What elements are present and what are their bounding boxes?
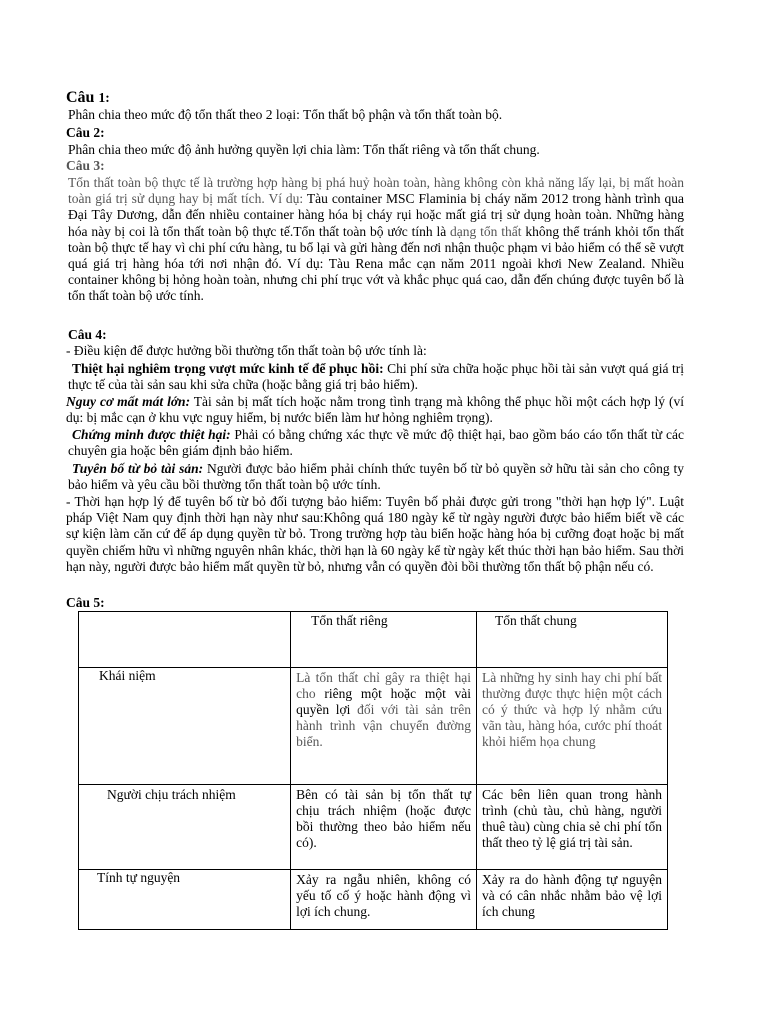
condition-4-title: Tuyên bố từ bỏ tài sản: <box>72 461 204 476</box>
cell-text-part: đối với tài sản trên hành trình vận chuyển đường biển. <box>296 702 472 749</box>
row-label-cell <box>79 870 291 930</box>
table-header-empty <box>79 612 291 668</box>
question-1-colon: : <box>105 90 110 105</box>
question-1-answer: Phân chia theo mức độ tổn thất theo 2 loại: Tổn thất bộ phận và tổn thất toàn bộ. <box>68 107 503 122</box>
question-4-heading: Câu 4: <box>68 327 107 342</box>
table-row <box>79 668 668 785</box>
table-header-rieng <box>291 612 477 668</box>
cell-text-part: Là tổn thất chỉ gây ra thiệt hại cho <box>296 670 472 701</box>
condition-2-title: Nguy cơ mất mát lớn: <box>66 394 191 409</box>
question-3-example-text: Tàu container MSC Flaminia bị cháy năm 2012 trong hành trình qua Đại Tây Dương, dẫn đến nhiều container hàng hóa bị cháy rụi hoặc mất giá trị sử dụng hoàn toàn. Những hàng hóa này bị coi là tổn thất toàn bộ thực tế.Tổn thất toàn bộ ước tính là <box>68 191 684 239</box>
row-khai-niem-rieng <box>291 668 477 785</box>
row-tu-nguyen-rieng-text: Xảy ra ngẫu nhiên, không có yếu tố cố ý hoặc hành động vì lợi ích chung. <box>296 872 472 919</box>
question-1-label: Câu <box>66 89 99 106</box>
question-1-heading <box>66 88 110 108</box>
condition-3 <box>68 427 684 459</box>
question-1-number: 1 <box>98 90 106 105</box>
table-row <box>79 785 668 870</box>
row-khai-niem-chung-text: Là những hy sinh hay chi phí bất thường được thực hiện một cách có ý thức và hợp lý nhằm cứu vãn tàu, hàng hóa, cước phí thoát khỏi hiểm họa chung <box>482 670 662 749</box>
row-label-tu-nguyen: Tính tự nguyện <box>97 870 181 885</box>
question-3-definition-text: Tổn thất toàn bộ thực tế là trường hợp hàng bị phá huỷ hoàn toàn, hàng không còn khả năng lấy lại, bị mất hoàn toàn giá trị sử dụng hay bị mất tích. Ví dụ: <box>68 175 684 207</box>
row-tu-nguyen-chung <box>477 870 668 930</box>
row-tu-nguyen-rieng <box>291 870 477 930</box>
question-3-heading: Câu 3: <box>66 158 105 173</box>
question-4-deadline: - Thời hạn hợp lý để tuyên bố từ bỏ đối tượng bảo hiểm: Tuyên bố phải được gửi trong "thời hạn hợp lý". Luật pháp Việt Nam quy định thời hạn này như sau:Không quá 180 ngày kể từ ngày người được bảo hiểm biết về các sự kiện làm căn cứ để áp dụng quyền từ bỏ. Trong trường hợp tàu biển hoặc hàng hóa bị cưỡng đoạt hoặc bị mất quyền chiếm hữu vì những nguyên nhân khác, thời hạn là 60 ngày kể từ ngày kết thúc thời hạn bảo hiểm. Sau thời hạn này, người được bảo hiểm mất quyền từ bỏ, nhưng vẫn có quyền đòi bồi thường tổn thất bộ phận nếu có. <box>66 494 684 574</box>
row-label-cell <box>79 785 291 870</box>
condition-2 <box>66 394 684 426</box>
question-2-heading: Câu 2: <box>66 125 105 140</box>
row-khai-niem-chung <box>477 668 668 785</box>
condition-1-title: Thiệt hại nghiêm trọng vượt mức kinh tế để phục hồi: <box>72 361 384 376</box>
question-3-answer <box>68 175 684 305</box>
comparison-table <box>78 611 668 930</box>
row-trach-nhiem-rieng <box>291 785 477 870</box>
row-trach-nhiem-rieng-text: Bên có tài sản bị tổn thất tự chịu trách nhiệm (hoặc được bồi thường theo bảo hiểm nếu có). <box>296 787 472 850</box>
row-label-nguoi-chiu: Người chịu trách nhiệm <box>107 787 236 802</box>
row-tu-nguyen-chung-text: Xảy ra do hành động tự nguyện và có cân nhắc nhằm bảo vệ lợi ích chung <box>482 872 662 919</box>
row-label-cell <box>79 668 291 785</box>
table-row <box>79 870 668 930</box>
condition-1 <box>68 361 684 393</box>
table-header-chung-text: Tổn thất chung <box>495 613 577 628</box>
question-3-highlight-text: dạng tổn thất <box>446 223 522 239</box>
question-5-heading: Câu 5: <box>66 595 105 610</box>
question-2-answer: Phân chia theo mức độ ảnh hưởng quyền lợi chia làm: Tổn thất riêng và tổn thất chung. <box>68 142 540 157</box>
row-trach-nhiem-chung-text: Các bên liên quan trong hành trình (chủ tàu, chủ hàng, người thuê tàu) cùng chia sẻ chi phí tổn thất theo tỷ lệ giá trị tài sản. <box>482 787 662 850</box>
question-3-rest-text: không thể tránh khỏi tổn thất toàn bộ thực tế hay vì chi phí cứu hàng, tu bổ lại và gửi hàng đến nơi nhận thuộc phạm vi bảo hiểm có thể sẽ vượt quá giá trị hàng hóa tới nơi nhận đó. Ví dụ: Tàu Rena mắc cạn năm 2011 ngoài khơi New Zealand. Nhiều container không bị hỏng hoàn toàn, nhưng chi phí trục vớt và khắc phục quá cao, dẫn đến chúng được tuyên bố là tổn thất toàn bộ ước tính. <box>68 223 684 304</box>
table-header-rieng-text: Tổn thất riêng <box>311 613 388 628</box>
row-trach-nhiem-chung <box>477 785 668 870</box>
row-label-khai-niem: Khái niệm <box>99 668 156 683</box>
condition-4-text: Người được bảo hiểm phải chính thức tuyên bố từ bỏ quyền sở hữu tài sản cho công ty bảo hiểm và yêu cầu bồi thường tổn thất toàn bộ ước tính. <box>68 461 685 493</box>
table-header-chung <box>477 612 668 668</box>
condition-3-title: Chứng minh được thiệt hại: <box>72 427 231 442</box>
condition-2-text: Tài sản bị mất tích hoặc nằm trong tình trạng mà không thể phục hồi một cách hợp lý (ví dụ: bị mắc cạn ở khu vực nguy hiểm, bị nước biển làm hư hỏng nghiêm trọng). <box>66 394 684 426</box>
cell-text-part: riêng một hoặc một vài quyền lợi <box>296 686 472 717</box>
table-header-row <box>79 612 668 668</box>
condition-1-text: Chi phí sửa chữa hoặc phục hồi tài sản vượt quá giá trị thực tế của tài sản sau khi sửa chữa (hoặc bằng giá trị bảo hiểm). <box>68 361 684 393</box>
row-khai-niem-rieng-text <box>291 668 476 750</box>
question-4-intro: - Điều kiện để được hưởng bồi thường tổn thất toàn bộ ước tính là: <box>66 343 427 358</box>
condition-3-text: Phải có bằng chứng xác thực về mức độ thiệt hại, bao gồm báo cáo tổn thất từ các chuyên gia hoặc bên giám định bảo hiểm. <box>68 427 684 459</box>
condition-4 <box>68 461 684 493</box>
